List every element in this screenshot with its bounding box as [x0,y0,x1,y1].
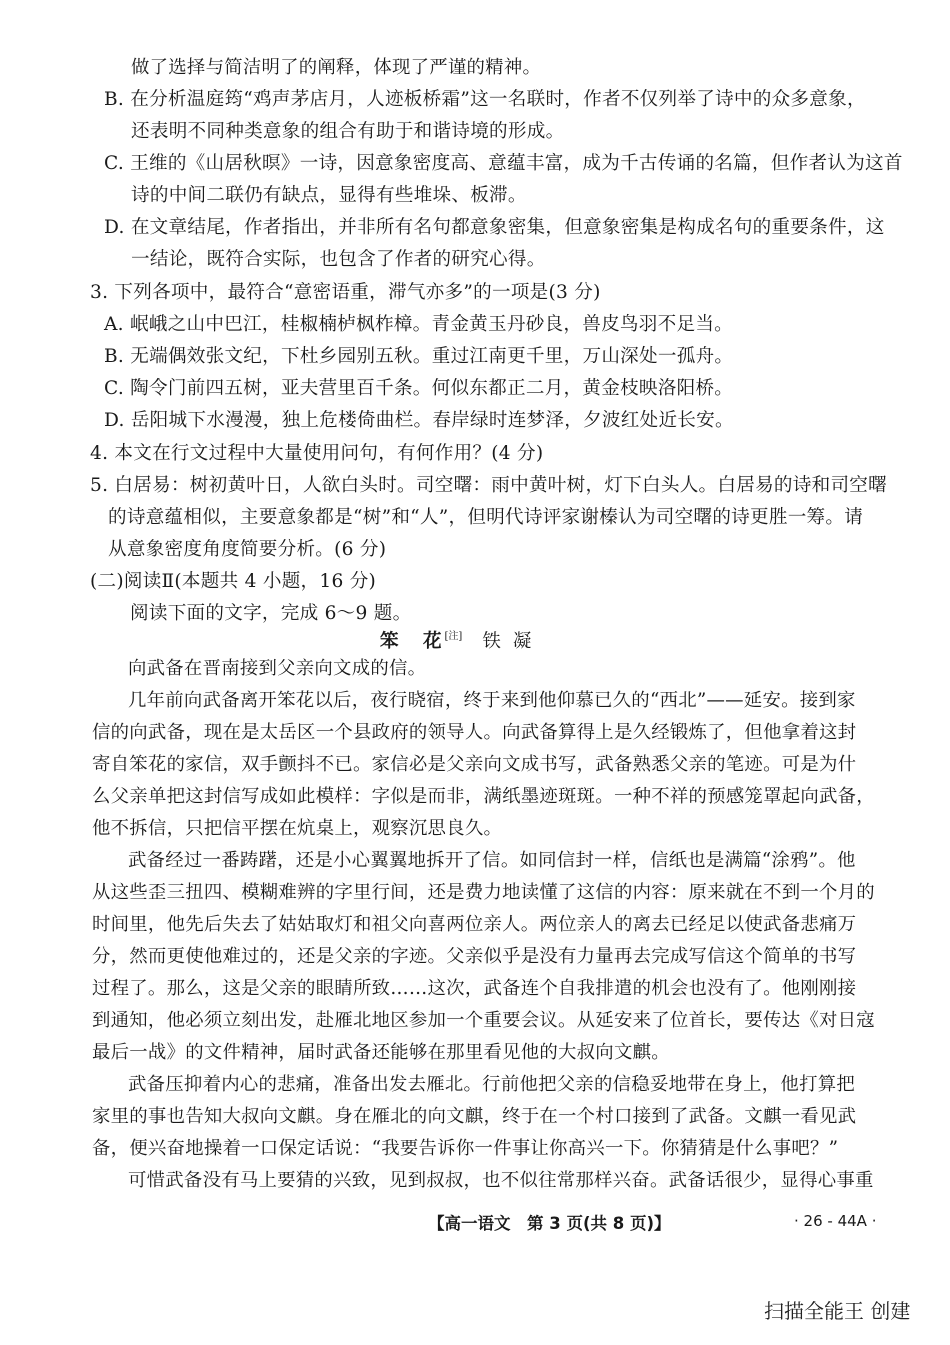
option-b-line: B. 在分析温庭筠“鸡声茅店月，人迹板桥霜”这一名联时，作者不仅列举了诗中的众多意象， [104,89,866,110]
q3-option-b: B. 无端偶效张文纪，下杜乡园别五秋。重过江南更千里，万山深处一孤舟。 [104,346,734,367]
passage-line: 备，便兴奋地操着一口保定话说：“我要告诉你一件事让你高兴一下。你猜猜是什么事吧？” [92,1138,839,1159]
reading-instruction: 阅读下面的文字，完成 6～9 题。 [130,603,412,624]
passage-line: 他不拆信，只把信平摆在炕桌上，观察沉思良久。 [92,818,503,839]
text-line: 的诗意蕴相似，主要意象都是“树”和“人”，但明代诗评家谢榛认为司空曙的诗更胜一筹。请 [108,507,864,528]
text-line: 诗的中间二联仍有缺点，显得有些堆垛、板滞。 [131,185,527,206]
text-line: 还表明不同种类意象的组合有助于和谐诗境的形成。 [131,121,565,142]
passage-line: 最后一战》的文件精神，届时武备还能够在那里看见他的大叔向文麒。 [92,1042,670,1063]
option-d-line: D. 在文章结尾，作者指出，并非所有名句都意象密集，但意象密集是构成名句的重要条件，这 [104,217,885,238]
question-3: 3. 下列各项中，最符合“意密语重，滞气亦多”的一项是(3 分) [90,282,601,303]
text-line: 做了选择与简洁明了的阐释，体现了严谨的精神。 [131,57,542,78]
passage-line: 武备经过一番踌躇，还是小心翼翼地拆开了信。如同信封一样，信纸也是满篇“涂鸦”。他 [128,850,856,871]
passage-line: 过程了。那么，这是父亲的眼睛所致……这次，武备连个自我排遣的机会也没有了。他刚刚接 [92,978,857,999]
exam-code: · 26 - 44A · [794,1212,877,1230]
passage-line: 信的向武备，现在是太岳区一个县政府的领导人。向武备算得上是久经锻炼了，但他拿着这封 [92,722,857,743]
passage-line: 家里的事也告知大叔向文麒。身在雁北的向文麒，终于在一个村口接到了武备。文麒一看见武 [92,1106,857,1127]
text-line: 从意象密度角度简要分析。(6 分) [108,539,387,560]
passage-line: 几年前向武备离开笨花以后，夜行晓宿，终于来到他仰慕已久的“西北”——延安。接到家 [128,690,856,711]
passage-line: 么父亲单把这封信写成如此模样：字似是而非，满纸墨迹斑斑。一种不祥的预感笼罩起向武备， [92,786,875,807]
passage-line: 武备压抑着内心的悲痛，准备出发去雁北。行前他把父亲的信稳妥地带在身上，他打算把 [128,1074,855,1095]
passage-line: 从这些歪三扭四、模糊难辨的字里行间，还是费力地读懂了这信的内容：原来就在不到一个月的 [92,882,875,903]
passage-line: 可惜武备没有马上要猜的兴致，见到叔叔，也不似往常那样兴奋。武备话很少，显得心事重 [128,1170,874,1191]
passage-line: 时间里，他先后失去了姑姑取灯和祖父向喜两位亲人。两位亲人的离去已经足以使武备悲痛万 [92,914,857,935]
page-footer: 【高一语文 第 3 页(共 8 页)】 [428,1214,671,1233]
section-heading: (二)阅读Ⅱ(本题共 4 小题，16 分) [90,571,377,592]
scanner-watermark: 扫描全能王 创建 [764,1299,911,1323]
q3-option-d: D. 岳阳城下水漫漫，独上危楼倚曲栏。春岸绿时连梦泽，夕波红处近长安。 [104,410,734,431]
passage-line: 到通知，他必须立刻出发，赴雁北地区参加一个重要会议。从延安来了位首长，要传达《对日寇 [92,1010,875,1031]
passage-line: 寄自笨花的家信，双手颤抖不已。家信必是父亲向文成书写，武备熟悉父亲的笔迹。可是为什 [92,754,857,775]
option-c-line: C. 王维的《山居秋暝》一诗，因意象密度高、意蕴丰富，成为千古传诵的名篇，但作者认为这首 [104,153,903,174]
title-note: [注] [444,631,463,642]
passage-line: 向武备在晋南接到父亲向文成的信。 [128,658,427,679]
question-4: 4. 本文在行文过程中大量使用问句，有何作用？(4 分) [90,443,544,464]
passage-line: 分，然而更使他难过的，还是父亲的字迹。父亲似乎是没有力量再去完成写信这个简单的书写 [92,946,857,967]
q3-option-c: C. 陶令门前四五树，亚夫营里百千条。何似东都正二月，黄金枝映洛阳桥。 [104,378,734,399]
author-name: 铁凝 [482,631,544,652]
text-line: 一结论，既符合实际，也包含了作者的研究心得。 [131,249,546,270]
title-text: 笨 花 [380,631,445,652]
question-5: 5. 白居易：树初黄叶日，人欲白头时。司空曙：雨中黄叶树，灯下白头人。白居易的诗和司空曙 [90,475,887,496]
passage-title [380,627,543,653]
q3-option-a: A. 岷峨之山中巴江，桂椒楠栌枫柞樟。青金黄玉丹砂良，兽皮鸟羽不足当。 [104,314,734,335]
